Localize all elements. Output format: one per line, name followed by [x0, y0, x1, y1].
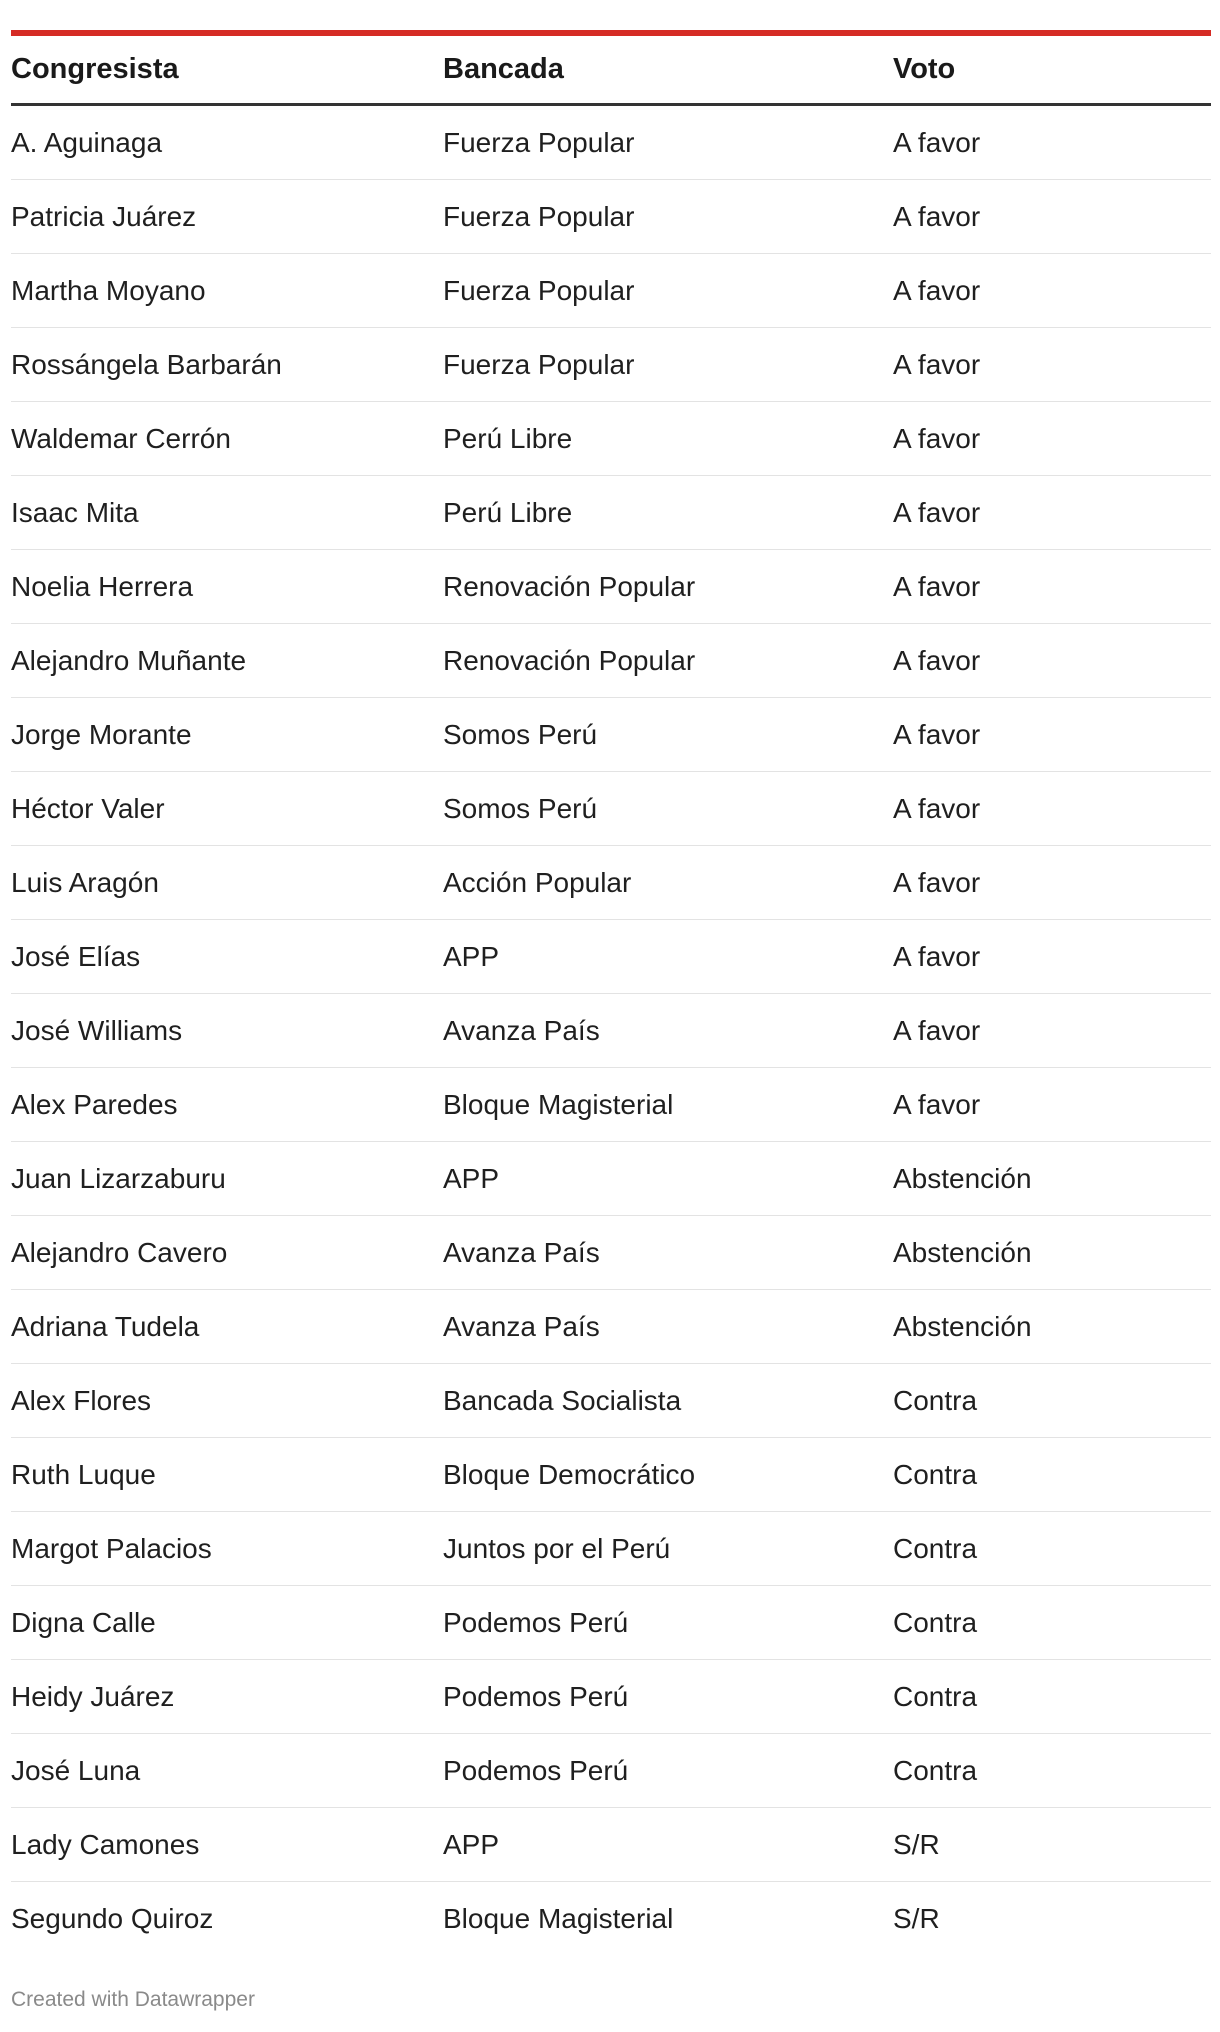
cell-bancada: Renovación Popular: [443, 624, 893, 698]
cell-voto: Contra: [893, 1734, 1211, 1808]
cell-voto: A favor: [893, 698, 1211, 772]
table-row: [11, 1882, 1211, 1956]
table-row: [11, 105, 1211, 180]
table-row: [11, 1290, 1211, 1364]
cell-congresista: Juan Lizarzaburu: [11, 1142, 443, 1216]
cell-bancada: APP: [443, 1808, 893, 1882]
table-body: [11, 105, 1211, 1956]
cell-bancada: Bancada Socialista: [443, 1364, 893, 1438]
cell-bancada: Acción Popular: [443, 846, 893, 920]
table-row: [11, 772, 1211, 846]
cell-voto: A favor: [893, 476, 1211, 550]
cell-bancada: Perú Libre: [443, 402, 893, 476]
table-row: [11, 1216, 1211, 1290]
table-row: [11, 1586, 1211, 1660]
cell-voto: A favor: [893, 105, 1211, 180]
cell-voto: S/R: [893, 1808, 1211, 1882]
cell-bancada: Avanza País: [443, 994, 893, 1068]
cell-voto: Contra: [893, 1512, 1211, 1586]
cell-voto: Abstención: [893, 1142, 1211, 1216]
table-row: [11, 1512, 1211, 1586]
table-row: [11, 1068, 1211, 1142]
cell-congresista: Ruth Luque: [11, 1438, 443, 1512]
cell-bancada: Podemos Perú: [443, 1734, 893, 1808]
table-row: [11, 624, 1211, 698]
table-row: [11, 476, 1211, 550]
cell-congresista: José Williams: [11, 994, 443, 1068]
cell-congresista: Lady Camones: [11, 1808, 443, 1882]
cell-voto: Contra: [893, 1438, 1211, 1512]
cell-voto: Contra: [893, 1364, 1211, 1438]
cell-congresista: Margot Palacios: [11, 1512, 443, 1586]
table-row: [11, 1734, 1211, 1808]
cell-voto: A favor: [893, 846, 1211, 920]
cell-congresista: Noelia Herrera: [11, 550, 443, 624]
table-row: [11, 1660, 1211, 1734]
cell-bancada: Fuerza Popular: [443, 180, 893, 254]
cell-bancada: Renovación Popular: [443, 550, 893, 624]
cell-bancada: APP: [443, 1142, 893, 1216]
cell-congresista: A. Aguinaga: [11, 105, 443, 180]
cell-bancada: Podemos Perú: [443, 1660, 893, 1734]
cell-congresista: Digna Calle: [11, 1586, 443, 1660]
cell-voto: A favor: [893, 772, 1211, 846]
cell-congresista: Alejandro Muñante: [11, 624, 443, 698]
table-row: [11, 254, 1211, 328]
cell-bancada: Fuerza Popular: [443, 328, 893, 402]
table-container: [11, 30, 1211, 1955]
cell-bancada: Avanza País: [443, 1216, 893, 1290]
cell-congresista: Alex Flores: [11, 1364, 443, 1438]
cell-congresista: Waldemar Cerrón: [11, 402, 443, 476]
cell-bancada: Perú Libre: [443, 476, 893, 550]
table-header: [11, 36, 1211, 105]
cell-congresista: Luis Aragón: [11, 846, 443, 920]
table-row: [11, 328, 1211, 402]
cell-voto: A favor: [893, 920, 1211, 994]
cell-voto: A favor: [893, 624, 1211, 698]
cell-voto: Abstención: [893, 1216, 1211, 1290]
cell-bancada: Podemos Perú: [443, 1586, 893, 1660]
cell-congresista: Martha Moyano: [11, 254, 443, 328]
cell-congresista: José Luna: [11, 1734, 443, 1808]
cell-congresista: Alex Paredes: [11, 1068, 443, 1142]
table-row: [11, 550, 1211, 624]
table-row: [11, 1364, 1211, 1438]
column-header-voto[interactable]: Voto: [893, 36, 1211, 105]
cell-voto: Abstención: [893, 1290, 1211, 1364]
cell-bancada: Somos Perú: [443, 772, 893, 846]
table-row: [11, 180, 1211, 254]
cell-bancada: Avanza País: [443, 1290, 893, 1364]
cell-voto: A favor: [893, 402, 1211, 476]
table-row: [11, 994, 1211, 1068]
cell-voto: Contra: [893, 1586, 1211, 1660]
table-row: [11, 1142, 1211, 1216]
table-row: [11, 920, 1211, 994]
cell-congresista: Héctor Valer: [11, 772, 443, 846]
cell-voto: A favor: [893, 180, 1211, 254]
cell-congresista: Heidy Juárez: [11, 1660, 443, 1734]
cell-congresista: Patricia Juárez: [11, 180, 443, 254]
column-header-congresista[interactable]: Congresista: [11, 36, 443, 105]
cell-congresista: Jorge Morante: [11, 698, 443, 772]
cell-bancada: Bloque Magisterial: [443, 1902, 674, 1934]
cell-bancada: Fuerza Popular: [443, 254, 893, 328]
cell-congresista: Segundo Quiroz: [11, 1902, 214, 1934]
cell-voto: A favor: [893, 550, 1211, 624]
table-row: [11, 402, 1211, 476]
column-header-bancada[interactable]: Bancada: [443, 36, 893, 105]
cell-congresista: Rossángela Barbarán: [11, 328, 443, 402]
datawrapper-credit: Created with Datawrapper: [11, 1988, 255, 2011]
cell-bancada: Bloque Magisterial: [443, 1068, 893, 1142]
votes-table: [11, 36, 1211, 1955]
header-row: [11, 36, 1211, 105]
cell-congresista: Alejandro Cavero: [11, 1216, 443, 1290]
cell-voto: A favor: [893, 1068, 1211, 1142]
table-row: [11, 698, 1211, 772]
cell-voto: A favor: [893, 994, 1211, 1068]
cell-voto: A favor: [893, 328, 1211, 402]
cell-voto: S/R: [893, 1902, 940, 1934]
cell-congresista: José Elías: [11, 920, 443, 994]
cell-bancada: Bloque Democrático: [443, 1438, 893, 1512]
cell-bancada: Juntos por el Perú: [443, 1512, 893, 1586]
cell-voto: A favor: [893, 254, 1211, 328]
cell-bancada: Somos Perú: [443, 698, 893, 772]
cell-congresista: Adriana Tudela: [11, 1290, 443, 1364]
table-row: [11, 1808, 1211, 1882]
cell-congresista: Isaac Mita: [11, 476, 443, 550]
cell-bancada: APP: [443, 920, 893, 994]
cell-bancada: Fuerza Popular: [443, 105, 893, 180]
table-row: [11, 846, 1211, 920]
cell-voto: Contra: [893, 1660, 1211, 1734]
table-row: [11, 1438, 1211, 1512]
